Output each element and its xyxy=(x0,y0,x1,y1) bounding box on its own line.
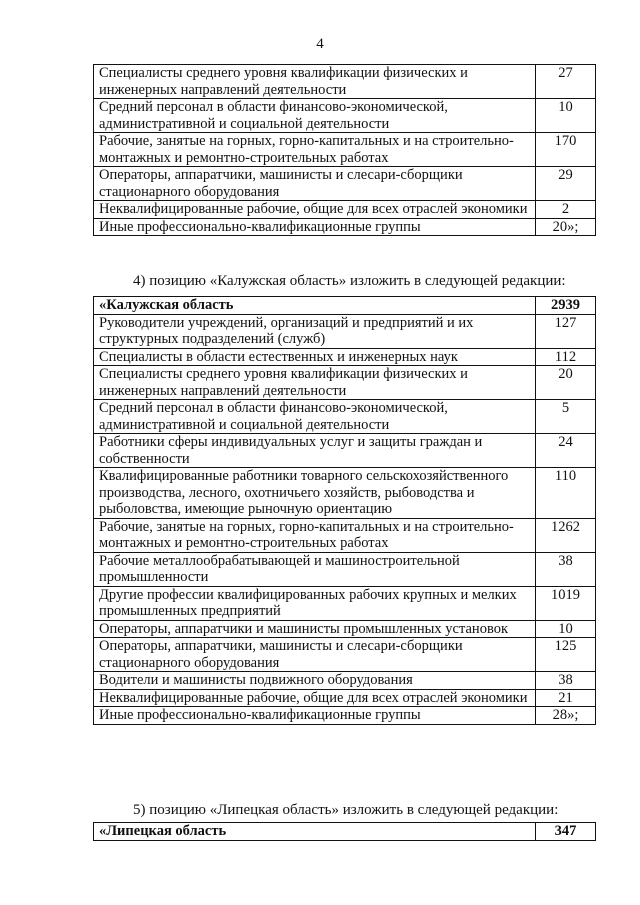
occupation-group: Неквалифицированные рабочие, общие для всех отраслей экономики xyxy=(94,201,536,219)
quota-value: 21 xyxy=(536,689,596,707)
occupation-group: Руководители учреждений, организаций и предприятий и их структурных подразделений (служб) xyxy=(94,314,536,348)
table-row xyxy=(94,99,596,133)
occupation-group: Водители и машинисты подвижного оборудования xyxy=(94,672,536,690)
quota-value: 127 xyxy=(536,314,596,348)
occupation-group: Другие профессии квалифицированных рабочих крупных и мелких промышленных предприятий xyxy=(94,586,536,620)
table-kaluga-region xyxy=(93,296,596,725)
table-row xyxy=(94,518,596,552)
region-name: «Липецкая область xyxy=(94,823,536,841)
quota-value: 1262 xyxy=(536,518,596,552)
quota-value: 5 xyxy=(536,400,596,434)
table-previous-region-continued xyxy=(93,64,596,236)
occupation-group: Иные профессионально-квалификационные группы xyxy=(94,218,536,236)
table-lipetsk-region xyxy=(93,822,596,841)
table-row xyxy=(94,133,596,167)
occupation-group: Средний персонал в области финансово-экономической, административной и социальной деятельности xyxy=(94,400,536,434)
quota-value: 125 xyxy=(536,638,596,672)
quota-value: 38 xyxy=(536,672,596,690)
table-row xyxy=(94,348,596,366)
table-row xyxy=(94,672,596,690)
table-row xyxy=(94,620,596,638)
occupation-group: Операторы, аппаратчики, машинисты и слесари-сборщики стационарного оборудования xyxy=(94,638,536,672)
occupation-group: Рабочие, занятые на горных, горно-капитальных и на строительно-монтажных и ремонтно-строительных работах xyxy=(94,518,536,552)
quota-value: 1019 xyxy=(536,586,596,620)
occupation-group: Специалисты среднего уровня квалификации физических и инженерных направлений деятельности xyxy=(94,65,536,99)
page-number: 4 xyxy=(316,36,324,52)
table-head-row xyxy=(94,823,596,841)
occupation-group: Операторы, аппаратчики, машинисты и слесари-сборщики стационарного оборудования xyxy=(94,167,536,201)
region-name: «Калужская область xyxy=(94,297,536,315)
occupation-group: Операторы, аппаратчики и машинисты промышленных установок xyxy=(94,620,536,638)
table-row xyxy=(94,468,596,519)
quota-value: 10 xyxy=(536,620,596,638)
table-row xyxy=(94,689,596,707)
region-total: 347 xyxy=(536,823,596,841)
quota-value: 10 xyxy=(536,99,596,133)
occupation-group: Работники сферы индивидуальных услуг и защиты граждан и собственности xyxy=(94,434,536,468)
quota-value: 110 xyxy=(536,468,596,519)
table-row xyxy=(94,314,596,348)
paragraph-lipetsk-amendment: 5) позицию «Липецкая область» изложить в следующей редакции: xyxy=(133,802,559,818)
quota-value: 38 xyxy=(536,552,596,586)
table-row xyxy=(94,218,596,236)
quota-value: 2 xyxy=(536,201,596,219)
quota-value: 20»; xyxy=(536,218,596,236)
quota-value: 29 xyxy=(536,167,596,201)
quota-value: 28»; xyxy=(536,707,596,725)
occupation-group: Рабочие, занятые на горных, горно-капитальных и на строительно-монтажных и ремонтно-строительных работах xyxy=(94,133,536,167)
table-row xyxy=(94,586,596,620)
quota-value: 112 xyxy=(536,348,596,366)
occupation-group: Неквалифицированные рабочие, общие для всех отраслей экономики xyxy=(94,689,536,707)
table-row xyxy=(94,167,596,201)
quota-value: 20 xyxy=(536,366,596,400)
table-row xyxy=(94,400,596,434)
occupation-group: Квалифицированные работники товарного сельскохозяйственного производства, лесного, охотничьего хозяйств, рыбоводства и рыболовства, имеющие рыночную ориентацию xyxy=(94,468,536,519)
occupation-group: Иные профессионально-квалификационные группы xyxy=(94,707,536,725)
table-row xyxy=(94,552,596,586)
occupation-group: Рабочие металлообрабатывающей и машиностроительной промышленности xyxy=(94,552,536,586)
table-row xyxy=(94,65,596,99)
quota-value: 170 xyxy=(536,133,596,167)
occupation-group: Специалисты в области естественных и инженерных наук xyxy=(94,348,536,366)
quota-value: 24 xyxy=(536,434,596,468)
table-row xyxy=(94,201,596,219)
occupation-group: Средний персонал в области финансово-экономической, административной и социальной деятельности xyxy=(94,99,536,133)
paragraph-kaluga-amendment: 4) позицию «Калужская область» изложить в следующей редакции: xyxy=(133,273,566,289)
table-row xyxy=(94,366,596,400)
table-row xyxy=(94,707,596,725)
quota-value: 27 xyxy=(536,65,596,99)
table-row xyxy=(94,638,596,672)
occupation-group: Специалисты среднего уровня квалификации физических и инженерных направлений деятельности xyxy=(94,366,536,400)
table-head-row xyxy=(94,297,596,315)
region-total: 2939 xyxy=(536,297,596,315)
table-row xyxy=(94,434,596,468)
